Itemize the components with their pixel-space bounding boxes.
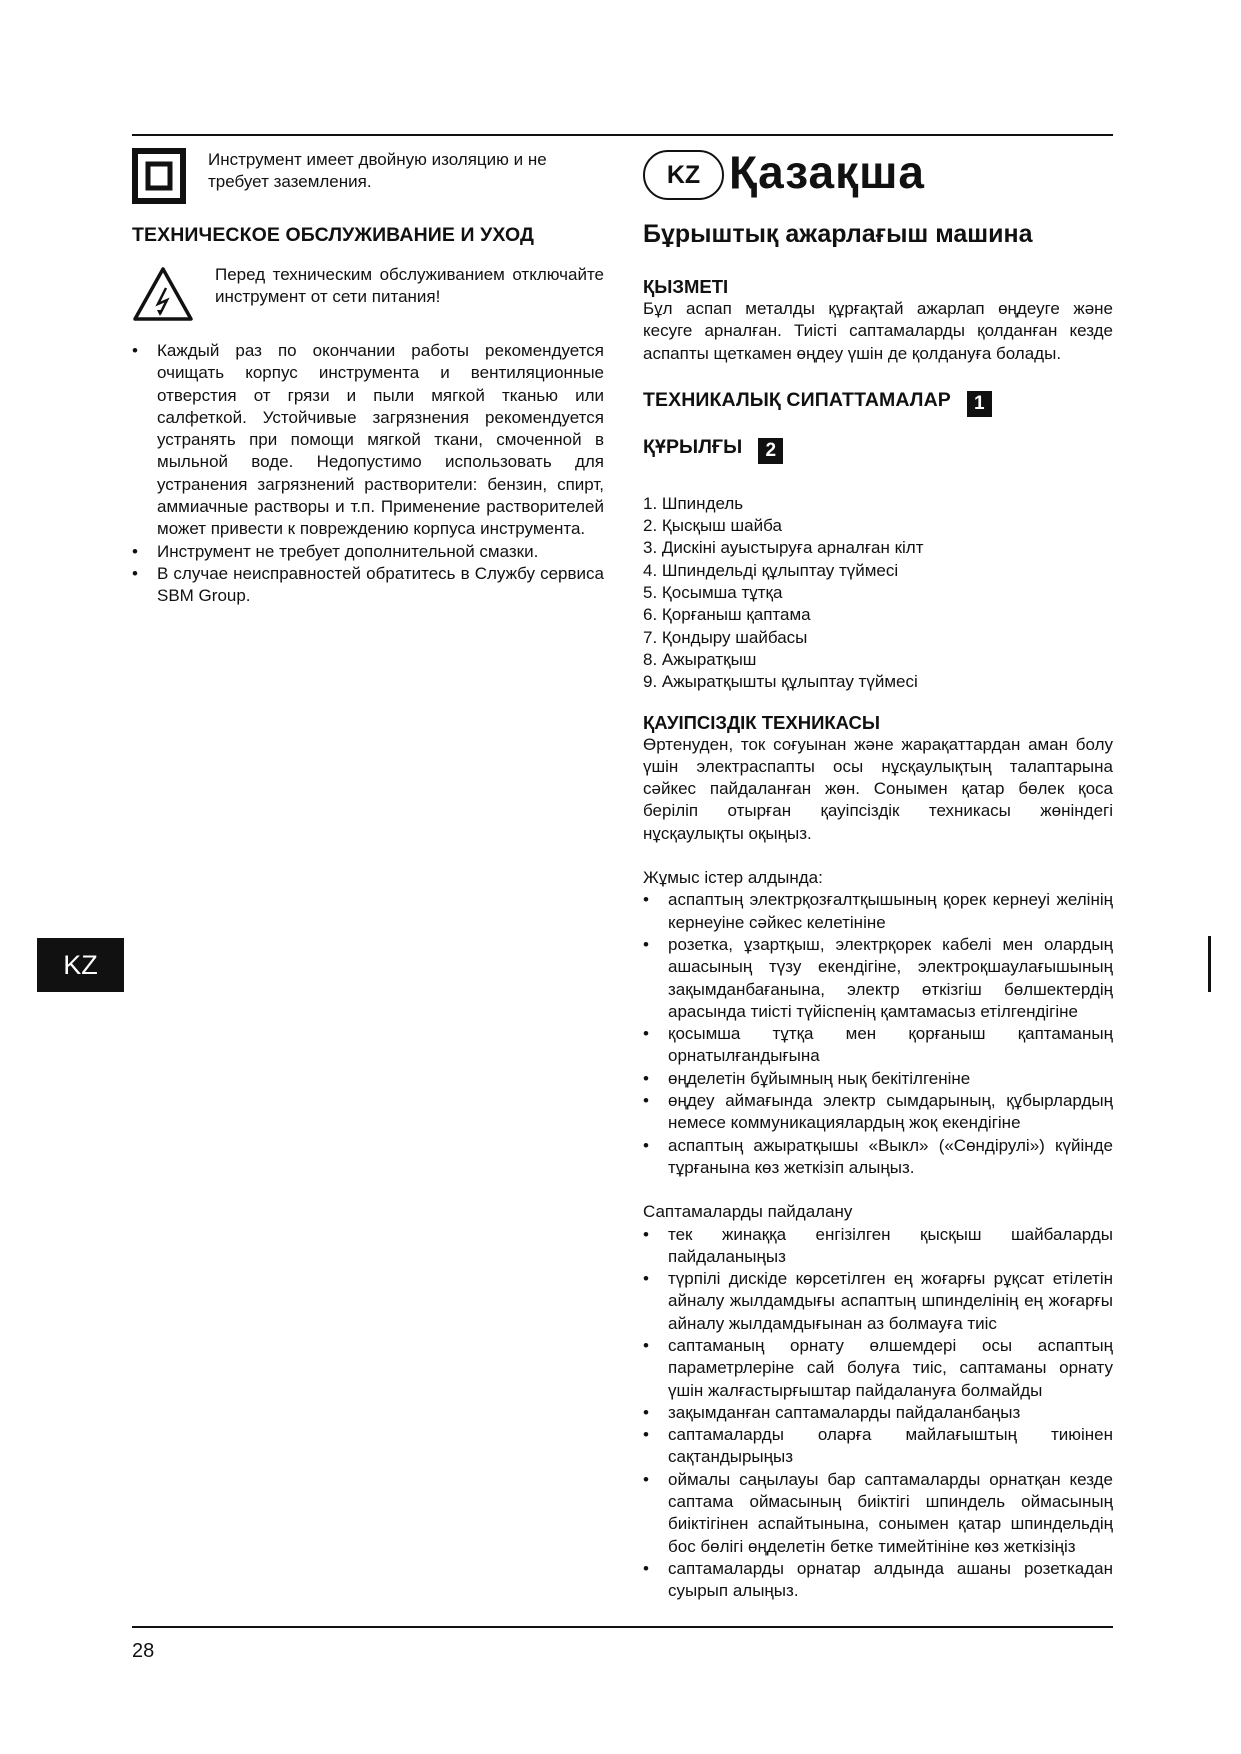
- language-badge: KZ: [643, 150, 724, 200]
- list-item: 4. Шпиндельді құлыптау түймесі: [643, 560, 899, 580]
- device-heading-row: [643, 436, 1113, 466]
- insulation-note: Инструмент имеет двойную изоляцию и не требует заземления.: [208, 150, 547, 192]
- specs-figure-number: 1: [967, 391, 992, 417]
- list-item: 2. Қысқыш шайба: [643, 516, 782, 536]
- warning-row: [132, 264, 604, 326]
- accessories-label: Саптамаларды пайдалану: [643, 1202, 853, 1222]
- electric-hazard-icon: [132, 266, 194, 322]
- list-item: • зақымданған саптамаларды пайдаланбаңыз: [643, 1402, 1113, 1424]
- list-item: • саптамаларды орнатар алдында ашаны розеткадан суырып алыңыз.: [643, 1558, 1113, 1603]
- list-item: • В случае неисправностей обратитесь в Службу сервиса SBM Group.: [132, 563, 604, 608]
- top-rule: [132, 134, 1113, 136]
- double-insulation-icon: [132, 148, 186, 204]
- before-work-label: Жұмыс істер алдында:: [643, 868, 823, 888]
- parts-list: [643, 493, 1113, 694]
- list-item: 9. Ажыратқышты құлыптау түймесі: [643, 672, 918, 692]
- list-item: 5. Қосымша тұтқа: [643, 583, 783, 603]
- maintenance-heading: ТЕХНИЧЕСКОЕ ОБСЛУЖИВАНИЕ И УХОД: [132, 224, 534, 246]
- specs-heading: ТЕХНИКАЛЫҚ СИПАТТАМАЛАР: [643, 388, 951, 411]
- language-side-tab: KZ: [37, 938, 124, 992]
- language-header: [643, 148, 1113, 204]
- list-item: 3. Дискіні ауыстыруға арналған кілт: [643, 538, 924, 558]
- list-item: • оймалы саңылауы бар саптамаларды орнатқан кезде саптама оймасының биіктігі шпиндель оймасының биіктігінен аспайтынына, сонымен қатар шпиндельдің бос бөлігі өңделетін бетке тимейтініне көз жеткізіңіз: [643, 1469, 1113, 1558]
- list-item: 1. Шпиндель: [643, 493, 744, 513]
- language-title: Қазақша: [729, 146, 926, 198]
- accessories-list: [643, 1224, 1113, 1603]
- right-column: [643, 148, 1113, 1603]
- list-item: • тек жинаққа енгізілген қысқыш шайбаларды пайдаланыңыз: [643, 1224, 1113, 1269]
- page-number: 28: [132, 1640, 155, 1662]
- safety-heading: ҚАУІПСІЗДІК ТЕХНИКАСЫ: [643, 711, 881, 733]
- list-item: 8. Ажыратқыш: [643, 649, 757, 669]
- list-item: • қосымша тұтқа мен қорғаныш қаптаманың орнатылғандығына: [643, 1023, 1113, 1068]
- list-item: • аспаптың ажыратқышы «Выкл» («Сөндірулі») күйінде тұрғанына көз жеткізіп алыңыз.: [643, 1135, 1113, 1180]
- list-item: • Инструмент не требует дополнительной смазки.: [132, 541, 604, 563]
- purpose-heading: ҚЫЗМЕТІ: [643, 276, 729, 297]
- list-item: 7. Қондыру шайбасы: [643, 627, 808, 647]
- list-item: 6. Қорғаныш қаптама: [643, 605, 811, 625]
- before-work-list: [643, 889, 1113, 1179]
- safety-intro: Өртенуден, ток соғуынан және жарақаттардан аман болу үшін электраспапты осы нұсқаулықтың талаптарына сәйкес пайдаланған жөн. Сонымен қатар бөлек қоса беріліп отырған қауіпсіздік техникасы жөніндегі нұсқаулықты оқыңыз.: [643, 734, 1113, 843]
- bottom-rule: [132, 1626, 1113, 1628]
- insulation-row: [132, 148, 604, 204]
- device-heading: ҚҰРЫЛҒЫ: [643, 435, 743, 458]
- list-item: • Каждый раз по окончании работы рекомендуется очищать корпус инструмента и вентиляционные отверстия от грязи и пыли мягкой тканью или салфеткой. Устойчивые загрязнения рекомендуется устранять при помощи мягкой ткани, смоченной в мыльной воде. Недопустимо использовать для устранения загрязнений растворители: бензин, спирт, аммиачные растворы и т.п. Применение растворителей может привести к повреждению корпуса инструмента.: [132, 340, 604, 541]
- list-item: • өңделетін бұйымның нық бекітілгеніне: [643, 1068, 1113, 1090]
- warning-text: Перед техническим обслуживанием отключайте инструмент от сети питания!: [215, 265, 604, 307]
- list-item: • саптамаларды оларға майлағыштың тиюінен сақтандырыңыз: [643, 1424, 1113, 1469]
- specs-heading-row: [643, 389, 1113, 419]
- maintenance-list: [132, 340, 604, 608]
- left-column: [132, 148, 604, 608]
- list-item: • аспаптың электрқозғалтқышының қорек кернеуі желінің кернеуіне сәйкес келетініне: [643, 889, 1113, 934]
- margin-marker: [1208, 936, 1211, 992]
- product-title: Бұрыштық ажарлағыш машина: [643, 220, 1033, 248]
- list-item: • розетка, ұзартқыш, электрқорек кабелі мен олардың ашасының түзу екендігіне, электроқшаулағышының зақымданбағанына, электр өткізгіш бөлшектердің арасында тиісті түйіспенің қамтамасыз етілгендігіне: [643, 934, 1113, 1023]
- device-figure-number: 2: [758, 438, 783, 464]
- list-item: • саптаманың орнату өлшемдері осы аспаптың параметрлеріне сай болуға тиіс, саптаманы орнату үшін жалғастырғыштар пайдалануға болмайды: [643, 1335, 1113, 1402]
- list-item: • өңдеу аймағында электр сымдарының, құбырлардың немесе коммуникациялардың жоқ екендігіне: [643, 1090, 1113, 1135]
- purpose-text: Бұл аспап металды құрғақтай ажарлап өңдеуге және кесуге арналған. Тиісті саптамаларды қолданған кезде аспапты щеткамен өңдеу үшін де қолдануға болады.: [643, 299, 1113, 363]
- list-item: • түрпілі дискіде көрсетілген ең жоғарғы рұқсат етілетін айналу жылдамдығы аспаптың шпинделінің ең жоғарғы айналу жылдамдығынан аз болмауға тиіс: [643, 1268, 1113, 1335]
